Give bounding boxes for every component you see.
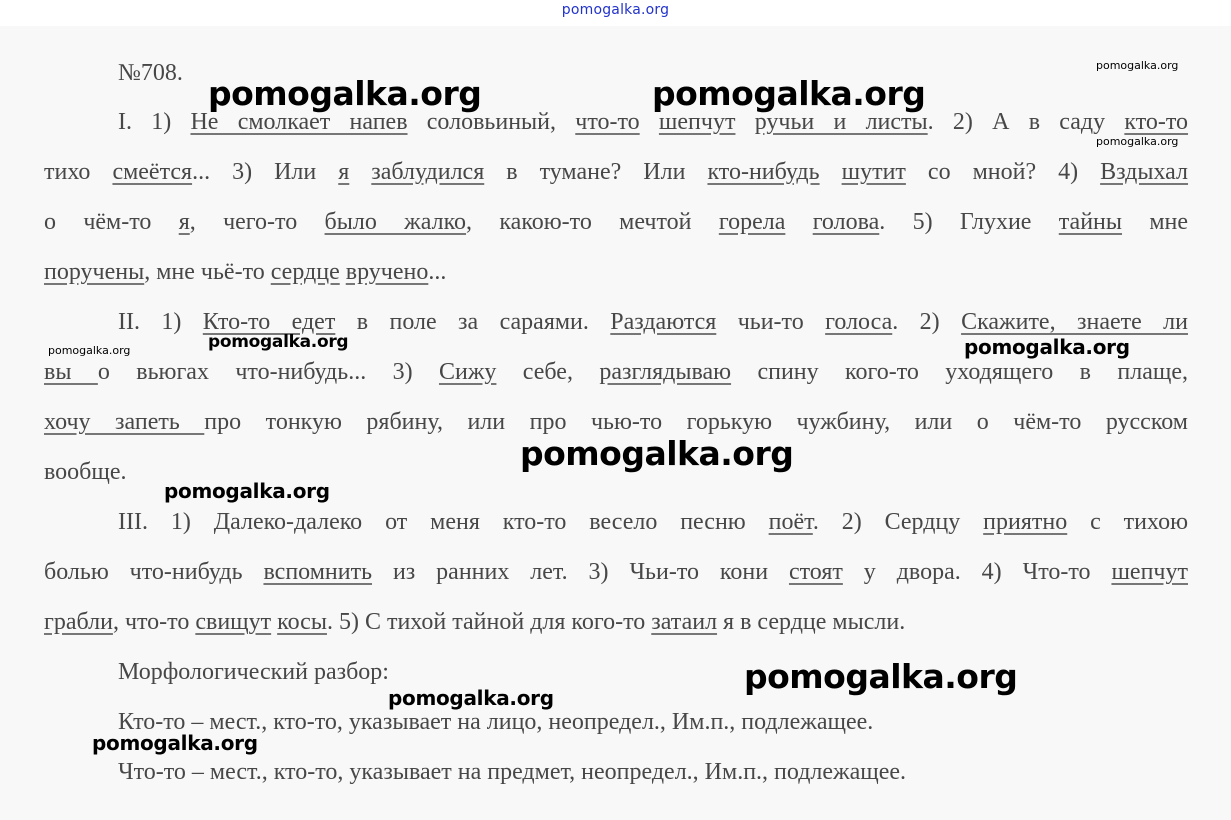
text-segment: соловьиный, xyxy=(407,109,576,135)
text-line-6 xyxy=(44,355,1188,389)
watermark: pomogalka.org xyxy=(48,344,131,357)
watermark: pomogalka.org xyxy=(964,335,1130,359)
text-segment: Морфологический разбор: xyxy=(118,659,389,685)
text-segment: II. 1) xyxy=(118,309,203,335)
underlined-word: смеётся xyxy=(112,159,193,185)
text-segment: . 5) Глухие xyxy=(879,209,1059,235)
underlined-word: я xyxy=(178,209,190,235)
text-segment: . 2) А в саду xyxy=(927,109,1125,135)
text-segment: болью что-нибудь xyxy=(44,559,264,585)
underlined-word: кто-нибудь xyxy=(707,159,820,185)
text-segment: в поле за сараями. xyxy=(335,309,611,335)
underlined-word: вы xyxy=(44,359,98,385)
underlined-word: ручьи и листы xyxy=(754,109,928,135)
text-segment: спину кого-то уходящего в плаще, xyxy=(731,359,1188,385)
text-segment: со мной? 4) xyxy=(905,159,1101,185)
underlined-word: хочу запеть xyxy=(44,409,205,435)
underlined-word: заблудился xyxy=(371,159,485,185)
text-segment: Что-то – мест., кто-то, указывает на предмет, неопредел., Им.п., подлежащее. xyxy=(118,759,907,785)
underlined-word: поёт xyxy=(768,509,813,535)
underlined-word: стоят xyxy=(788,559,843,585)
text-segment: у двора. 4) Что-то xyxy=(842,559,1112,585)
text-segment: ... 3) Или xyxy=(192,159,339,185)
watermark: pomogalka.org xyxy=(520,434,794,473)
morph-line-1 xyxy=(118,705,1231,739)
underlined-word: шепчут xyxy=(1111,559,1188,585)
underlined-word: Вздыхал xyxy=(1100,159,1189,185)
text-segment: I. 1) xyxy=(118,109,191,135)
underlined-word: вспомнить xyxy=(263,559,373,585)
underlined-word: разглядываю xyxy=(599,359,732,385)
text-line-3 xyxy=(44,205,1188,239)
text-segment: , что-то xyxy=(112,609,196,635)
underlined-word: свищут xyxy=(195,609,272,635)
morph-line-2 xyxy=(118,755,1231,789)
underlined-word: было жалко xyxy=(324,209,467,235)
underlined-word: косы xyxy=(277,609,327,635)
text-line-4 xyxy=(44,255,1188,289)
underlined-word: затаил xyxy=(651,609,718,635)
task-number: №708. xyxy=(118,60,183,86)
text-segment: из ранних лет. 3) Чьи-то кони xyxy=(372,559,789,585)
morph-heading xyxy=(118,655,1231,689)
underlined-word: Не смолкает напев xyxy=(190,109,408,135)
underlined-word: поручены xyxy=(44,259,145,285)
text-segment: . 5) С тихой тайной для кого-то xyxy=(326,609,652,635)
text-segment: чьи-то xyxy=(716,309,826,335)
watermark: pomogalka.org xyxy=(744,657,1018,696)
text-segment: , мне чьё-то xyxy=(144,259,271,285)
underlined-word: Сижу xyxy=(438,359,497,385)
underlined-word: сердце xyxy=(270,259,340,285)
watermark: pomogalka.org xyxy=(208,332,349,352)
text-line-11 xyxy=(44,605,1188,639)
text-segment: в тумане? Или xyxy=(484,159,708,185)
text-segment: , чего-то xyxy=(189,209,325,235)
text-segment: ... xyxy=(428,259,447,285)
text-line-2 xyxy=(44,155,1188,189)
text-segment: о вьюгах что-нибудь... 3) xyxy=(97,359,439,385)
text-segment: вообще. xyxy=(44,459,127,485)
text-segment: с тихою xyxy=(1067,509,1189,535)
watermark: pomogalka.org xyxy=(1096,59,1179,72)
text-segment: . 2) Сердцу xyxy=(812,509,984,535)
underlined-word: голоса xyxy=(825,309,893,335)
watermark: pomogalka.org xyxy=(388,686,554,710)
underlined-word: вручено xyxy=(345,259,429,285)
underlined-word: приятно xyxy=(983,509,1068,535)
text-segment: себе, xyxy=(496,359,600,385)
underlined-word: голова xyxy=(812,209,880,235)
underlined-word: Скажите, знаете ли xyxy=(961,309,1188,335)
text-segment: III. 1) Далеко-далеко от меня кто-то весело песню xyxy=(118,509,769,535)
text-segment: тихо xyxy=(44,159,113,185)
underlined-word: тайны xyxy=(1058,209,1123,235)
underlined-word: что-то xyxy=(575,109,640,135)
underlined-word: грабли xyxy=(44,609,113,635)
text-segment: Кто-то – мест., кто-то, указывает на лицо, неопредел., Им.п., подлежащее. xyxy=(118,709,874,735)
text-segment: . 2) xyxy=(892,309,962,335)
watermark: pomogalka.org xyxy=(652,74,926,113)
text-segment: мне xyxy=(1122,209,1189,235)
text-segment: , какою-то мечтой xyxy=(466,209,719,235)
top-bar xyxy=(0,0,1231,26)
text-line-10 xyxy=(44,555,1188,589)
text-segment: я в сердце мысли. xyxy=(717,609,906,635)
underlined-word: горела xyxy=(718,209,786,235)
text-segment: про тонкую рябину, или про чью-то горькую чужбину, или о чём-то русском xyxy=(204,409,1188,435)
watermark: pomogalka.org xyxy=(164,479,330,503)
underlined-word: Кто-то едет xyxy=(202,309,336,335)
watermark: pomogalka.org xyxy=(92,731,258,755)
text-segment: о чём-то xyxy=(44,209,179,235)
underlined-word: я xyxy=(338,159,350,185)
site-link[interactable]: pomogalka.org xyxy=(561,2,670,18)
underlined-word: шепчут xyxy=(658,109,736,135)
underlined-word: Раздаются xyxy=(610,309,717,335)
watermark: pomogalka.org xyxy=(1096,135,1179,148)
text-line-9 xyxy=(118,505,1188,539)
underlined-word: шутит xyxy=(841,159,906,185)
underlined-word: кто-то xyxy=(1124,109,1189,135)
watermark: pomogalka.org xyxy=(208,74,482,113)
